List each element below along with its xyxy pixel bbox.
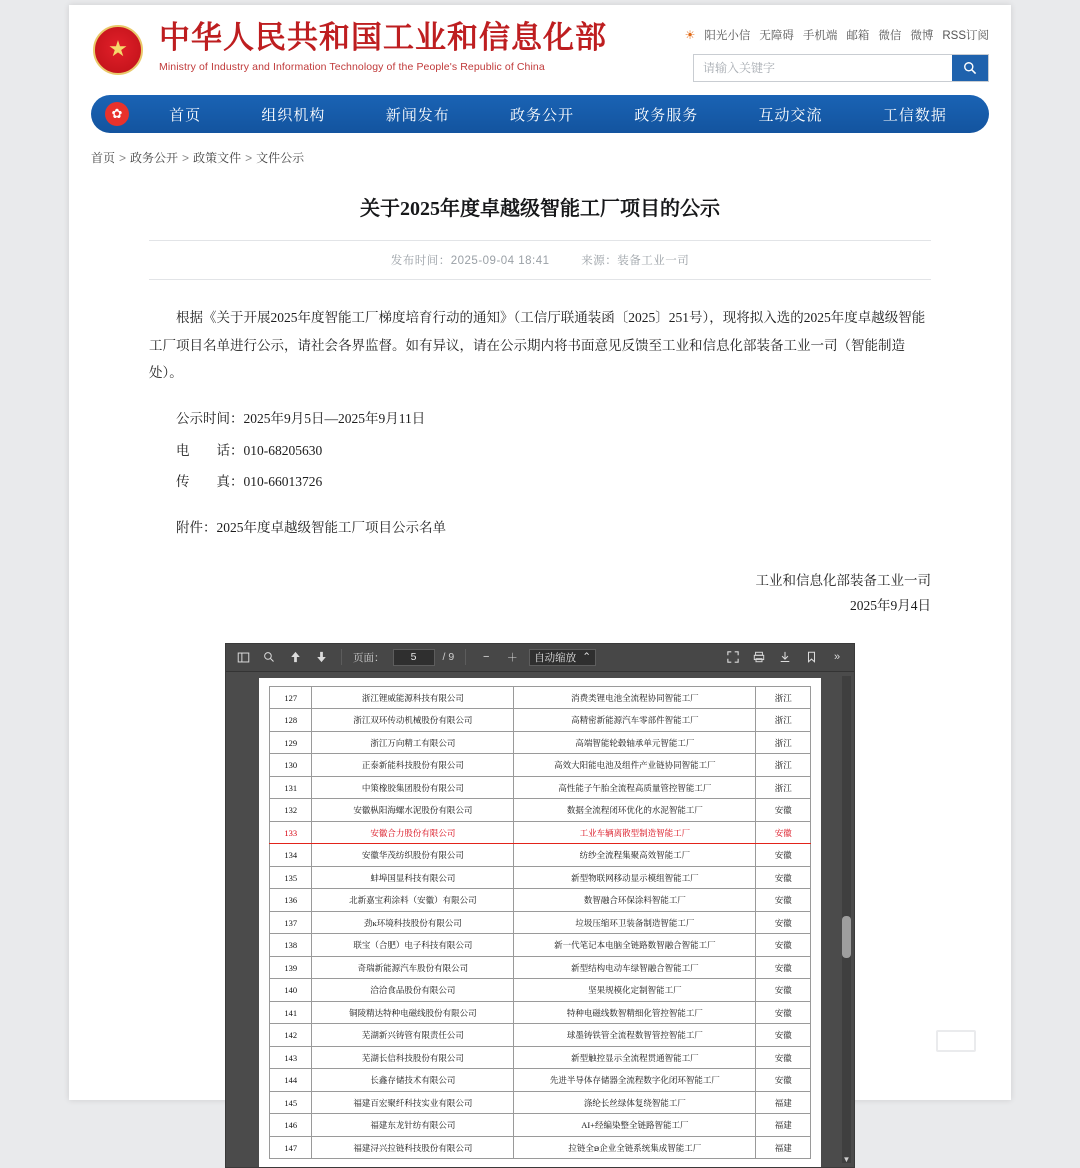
nav-item-organization[interactable]: 组织机构: [261, 106, 326, 124]
cell-province: 安徽: [756, 1069, 811, 1092]
page-up-icon[interactable]: [286, 648, 304, 666]
cell-province: 安徽: [756, 799, 811, 822]
breadcrumb-item-notice[interactable]: 文件公示: [256, 151, 305, 165]
cell-province: 浙江: [756, 754, 811, 777]
factory-list-body: [270, 686, 811, 1159]
cell-index: 138: [270, 934, 312, 957]
table-row: [270, 1001, 811, 1024]
table-row: [270, 956, 811, 979]
site-title-cn: 中华人民共和国工业和信息化部: [159, 20, 607, 55]
cell-index: 127: [270, 686, 312, 709]
zoom-out-icon[interactable]: −: [482, 651, 490, 664]
search-icon: [963, 61, 977, 75]
article-meta: [149, 240, 931, 280]
cell-factory-name: 新型物联网移动显示模组智能工厂: [514, 866, 756, 889]
cell-company: 芜湖长信科技股份有限公司: [312, 1046, 514, 1069]
cell-factory-name: 坚果规模化定制智能工厂: [514, 979, 756, 1002]
cell-province: 浙江: [756, 709, 811, 732]
table-row: [270, 1046, 811, 1069]
cell-company: 福建浔兴拉链科技股份有限公司: [312, 1136, 514, 1159]
cell-index: 130: [270, 754, 312, 777]
top-links: [684, 27, 989, 43]
cell-factory-name: 数智融合环保涂料智能工厂: [514, 889, 756, 912]
table-row: [270, 821, 811, 844]
table-row: [270, 911, 811, 934]
cell-province: 安徽: [756, 1046, 811, 1069]
fullscreen-icon[interactable]: [724, 648, 742, 666]
factory-list-table: [269, 686, 811, 1160]
cell-company: 正泰新能科技股份有限公司: [312, 754, 514, 777]
cell-factory-name: 新型结构电动车绿智融合智能工厂: [514, 956, 756, 979]
page-total: / 9: [442, 651, 455, 664]
cell-company: 北新嘉宝莉涂料（安徽）有限公司: [312, 889, 514, 912]
zoom-select-value: 自动缩放: [534, 651, 577, 664]
cell-factory-name: 先进半导体存储器全流程数字化闭环智能工厂: [514, 1069, 756, 1092]
table-row: [270, 866, 811, 889]
cell-company: 浙江万向精工有限公司: [312, 731, 514, 754]
cell-index: 134: [270, 844, 312, 867]
breadcrumb: 首页 > 政务公开 > 政策文件 > 文件公示: [91, 151, 305, 165]
cell-factory-name: 涤纶长丝绿体复绕智能工厂: [514, 1091, 756, 1114]
table-row: [270, 1024, 811, 1047]
toplink-wechat[interactable]: 微信: [878, 30, 902, 42]
cell-province: 福建: [756, 1091, 811, 1114]
table-row: [270, 1069, 811, 1092]
table-row: [270, 709, 811, 732]
breadcrumb-item-policy[interactable]: 政策文件: [193, 151, 242, 165]
pdf-toolbar: [226, 644, 854, 672]
nav-item-interaction[interactable]: 互动交流: [758, 106, 823, 124]
search-bar: [693, 54, 989, 82]
cell-province: 安徽: [756, 889, 811, 912]
cell-index: 147: [270, 1136, 312, 1159]
article-body: [149, 280, 931, 619]
cell-company: 福建百宏聚纤科技实业有限公司: [312, 1091, 514, 1114]
cell-index: 143: [270, 1046, 312, 1069]
page-label: 页面：: [353, 651, 385, 664]
cell-factory-name: 球墨铸铁管全流程数智管控智能工厂: [514, 1024, 756, 1047]
cell-factory-name: 高效大阳能电池及组件产业链协同智能工厂: [514, 754, 756, 777]
cell-company: 安徽合力股份有限公司: [312, 821, 514, 844]
cell-index: 133: [270, 821, 312, 844]
cell-province: 安徽: [756, 844, 811, 867]
page-sheet: [69, 5, 1011, 1164]
cell-company: 长鑫存储技术有限公司: [312, 1069, 514, 1092]
nav-items: [139, 104, 989, 125]
table-row: [270, 844, 811, 867]
sun-icon: ☀: [684, 28, 696, 42]
table-row: [270, 799, 811, 822]
toplink-rss[interactable]: RSS订阅: [942, 30, 989, 42]
table-row: [270, 754, 811, 777]
cell-province: 浙江: [756, 686, 811, 709]
cell-index: 142: [270, 1024, 312, 1047]
signature-date: 2025年9月4日: [850, 598, 931, 614]
table-row: [270, 686, 811, 709]
cell-company: 芜湖新兴铸管有限责任公司: [312, 1024, 514, 1047]
cell-province: 安徽: [756, 911, 811, 934]
cell-factory-name: 纺纱全流程集聚高效智能工厂: [514, 844, 756, 867]
cell-province: 福建: [756, 1136, 811, 1159]
signature-org: 工业和信息化部装备工业一司: [755, 572, 931, 588]
pdf-canvas-area[interactable]: [226, 672, 854, 1167]
cell-company: 浙江双环传动机械股份有限公司: [312, 709, 514, 732]
cell-province: 安徽: [756, 956, 811, 979]
cell-factory-name: 高端智能轮毂轴承单元智能工厂: [514, 731, 756, 754]
scrollbar-down-arrow[interactable]: ▼: [842, 1154, 851, 1164]
notice-fax: 传 真：010-66013726: [176, 474, 323, 490]
cell-company: 铜陵精达特种电磁线股份有限公司: [312, 1001, 514, 1024]
cell-company: 福建东龙针纺有限公司: [312, 1114, 514, 1137]
cell-factory-name: AI+经编染整全链路智能工厂: [514, 1114, 756, 1137]
page-title: 关于2025年度卓越级智能工厂项目的公示: [360, 198, 720, 220]
header-right: [684, 19, 989, 82]
cell-province: 安徽: [756, 979, 811, 1002]
nav-item-data[interactable]: 工信数据: [882, 106, 947, 124]
article-paragraph-1: 根据《关于开展2025年度智能工厂梯度培育行动的通知》（工信厅联通装函〔2025〕251号），现将拟入选的2025年度卓越级智能工厂项目名单进行公示，请社会各界监督。如有异议，请在公示期内将书面意见反馈至工业和信息化部装备工业一司（智能制造处）。: [149, 310, 926, 381]
cell-company: 浙江锂威能源科技有限公司: [312, 686, 514, 709]
national-emblem-icon: ★: [91, 23, 145, 77]
cell-company: 安徽枞阳海螺水泥股份有限公司: [312, 799, 514, 822]
toolbar-divider: [341, 649, 342, 665]
table-row: [270, 979, 811, 1002]
cell-factory-name: 垃圾压缩环卫装备制造智能工厂: [514, 911, 756, 934]
toplink-mobile[interactable]: 手机端: [802, 30, 838, 42]
cell-index: 128: [270, 709, 312, 732]
watermark: [923, 1030, 989, 1074]
cell-index: 136: [270, 889, 312, 912]
cell-index: 132: [270, 799, 312, 822]
notice-period: 公示时间：2025年9月5日—2025年9月11日: [176, 411, 426, 427]
cell-province: 安徽: [756, 866, 811, 889]
signature-block: [149, 568, 931, 619]
toolbar-divider-2: [465, 649, 466, 665]
notice-tel: 电 话：010-68205630: [176, 442, 323, 458]
breadcrumb-item-home[interactable]: 首页: [91, 151, 116, 165]
toplink-accessibility[interactable]: 无障碍: [759, 30, 794, 42]
zoom-in-icon[interactable]: ＋: [506, 652, 518, 665]
site-title-en: Ministry of Industry and Information Technology of the People's Republic of China: [159, 61, 545, 74]
cell-company: 蚌埠国显科技有限公司: [312, 866, 514, 889]
table-row: [270, 731, 811, 754]
nav-item-gov-open[interactable]: 政务公开: [509, 106, 574, 124]
zoom-select[interactable]: [529, 649, 596, 666]
toplink-mail[interactable]: 邮箱: [846, 30, 870, 42]
main-nav: [91, 95, 989, 133]
cell-company: 中策橡胶集团股份有限公司: [312, 776, 514, 799]
cell-province: 安徽: [756, 934, 811, 957]
cell-index: 144: [270, 1069, 312, 1092]
nav-logo-icon: ✿: [105, 102, 129, 126]
search-button[interactable]: [952, 55, 988, 81]
cell-factory-name: 消费类锂电池全流程协同智能工厂: [514, 686, 756, 709]
cell-index: 129: [270, 731, 312, 754]
more-tools-icon[interactable]: »: [833, 651, 841, 664]
toplink-weibo[interactable]: 微博: [910, 30, 934, 42]
pdf-scrollbar[interactable]: [842, 676, 851, 1163]
cell-factory-name: 新型触控显示全流程贯通智能工厂: [514, 1046, 756, 1069]
search-icon[interactable]: [260, 648, 278, 666]
cell-factory-name: 高精密新能源汽车零部件智能工厂: [514, 709, 756, 732]
cell-factory-name: 工业车辆离散型制造智能工厂: [514, 821, 756, 844]
cell-index: 131: [270, 776, 312, 799]
cell-index: 140: [270, 979, 312, 1002]
breadcrumb-item-gov-open[interactable]: 政务公开: [130, 151, 179, 165]
cell-company: 洽洽食品股份有限公司: [312, 979, 514, 1002]
cell-index: 145: [270, 1091, 312, 1114]
pdf-page: [259, 678, 821, 1167]
cell-factory-name: 高性能子午胎全流程高质量管控智能工厂: [514, 776, 756, 799]
cell-company: 联宝（合肥）电子科技有限公司: [312, 934, 514, 957]
cell-province: 安徽: [756, 821, 811, 844]
cell-factory-name: 拉链全ອ企业全链系统集成智能工厂: [514, 1136, 756, 1159]
cell-factory-name: 数据全流程闭环优化的水泥智能工厂: [514, 799, 756, 822]
cell-index: 135: [270, 866, 312, 889]
site-header: [69, 5, 1011, 95]
sidebar-toggle-icon[interactable]: [234, 648, 252, 666]
cell-province: 浙江: [756, 731, 811, 754]
download-icon[interactable]: [776, 648, 794, 666]
cell-index: 141: [270, 1001, 312, 1024]
table-row: [270, 1136, 811, 1159]
toplink-sunshine[interactable]: 阳光小信: [704, 30, 751, 42]
cell-province: 福建: [756, 1114, 811, 1137]
chevron-down-icon: ⌃: [582, 651, 591, 664]
cell-index: 139: [270, 956, 312, 979]
nav-item-news[interactable]: 新闻发布: [385, 106, 450, 124]
nav-item-gov-service[interactable]: 政务服务: [634, 106, 699, 124]
article-source: 来源：装备工业一司: [581, 255, 690, 267]
cell-province: 浙江: [756, 776, 811, 799]
search-input[interactable]: [694, 55, 952, 81]
table-row: [270, 1114, 811, 1137]
cell-company: 安徽华茂纺织股份有限公司: [312, 844, 514, 867]
cell-factory-name: 特种电磁线数智精细化管控智能工厂: [514, 1001, 756, 1024]
article: [149, 188, 931, 619]
bookmark-icon[interactable]: [802, 648, 820, 666]
cell-index: 146: [270, 1114, 312, 1137]
cell-factory-name: 新一代笔记本电脑全链路数智融合智能工厂: [514, 934, 756, 957]
cell-province: 安徽: [756, 1001, 811, 1024]
print-icon[interactable]: [750, 648, 768, 666]
attachment-line: 附件：2025年度卓越级智能工厂项目公示名单: [176, 520, 446, 536]
cell-company: 劲ĸ环境科技股份有限公司: [312, 911, 514, 934]
site-title-block: [159, 19, 607, 73]
page-number-input[interactable]: [393, 649, 435, 666]
cell-index: 137: [270, 911, 312, 934]
pdf-scrollbar-thumb[interactable]: [842, 916, 851, 958]
page-down-icon[interactable]: [312, 648, 330, 666]
table-row: [270, 889, 811, 912]
table-row: [270, 1091, 811, 1114]
table-row: [270, 776, 811, 799]
table-row: [270, 934, 811, 957]
nav-item-home[interactable]: 首页: [169, 106, 202, 124]
cell-company: 奇瑞新能源汽车股份有限公司: [312, 956, 514, 979]
pdf-viewer: [225, 643, 855, 1168]
publish-time: 发布时间：2025-09-04 18:41: [390, 255, 550, 267]
cell-province: 安徽: [756, 1024, 811, 1047]
